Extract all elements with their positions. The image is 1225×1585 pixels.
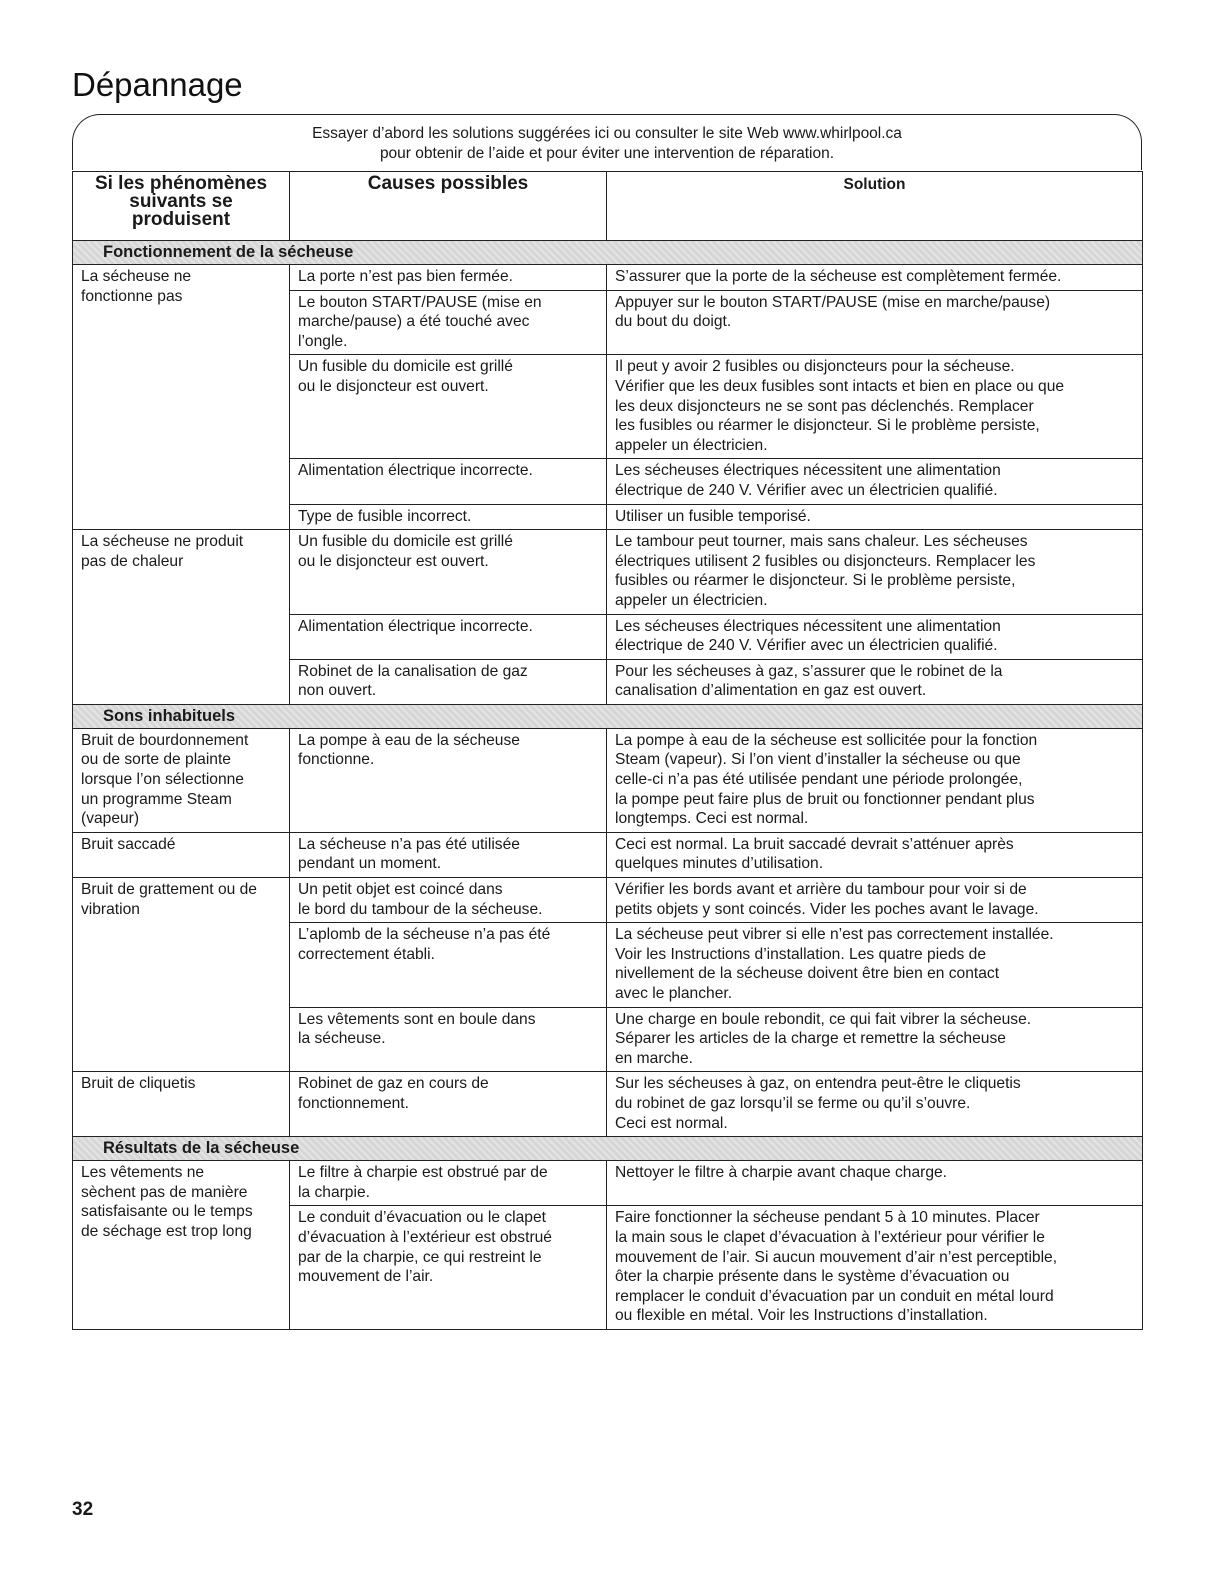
solution-cell: Nettoyer le filtre à charpie avant chaque charge. bbox=[607, 1161, 1143, 1206]
symptom-cell: Bruit de bourdonnement ou de sorte de plainte lorsque l’on sélectionne un programme Steam (vapeur) bbox=[73, 728, 290, 832]
cause-cell: Alimentation électrique incorrecte. bbox=[290, 614, 607, 659]
intro-text bbox=[72, 124, 1142, 164]
cause-cell: Un fusible du domicile est grillé ou le disjoncteur est ouvert. bbox=[290, 355, 607, 459]
cause-cell: Un fusible du domicile est grillé ou le disjoncteur est ouvert. bbox=[290, 530, 607, 614]
intro-line: pour obtenir de l’aide et pour éviter une intervention de réparation. bbox=[379, 145, 835, 162]
table-body bbox=[73, 241, 1143, 1330]
section-label: Résultats de la sécheuse bbox=[73, 1137, 1143, 1161]
section-header-row bbox=[73, 241, 1143, 265]
cause-cell: Un petit objet est coincé dans le bord du tambour de la sécheuse. bbox=[290, 878, 607, 923]
page-number: 32 bbox=[72, 1499, 94, 1520]
cause-cell: Robinet de la canalisation de gaz non ouvert. bbox=[290, 659, 607, 704]
symptom-cell: La sécheuse ne produit pas de chaleur bbox=[73, 530, 290, 705]
section-label: Fonctionnement de la sécheuse bbox=[73, 241, 1143, 265]
header-causes: Causes possibles bbox=[290, 172, 607, 241]
cause-cell: La porte n’est pas bien fermée. bbox=[290, 265, 607, 291]
symptom-cell: Bruit saccadé bbox=[73, 832, 290, 877]
troubleshooting-table bbox=[72, 171, 1143, 1330]
header-symptom: Si les phénomènes suivants se produisent bbox=[73, 172, 290, 241]
solution-cell: Ceci est normal. La bruit saccadé devrait s’atténuer après quelques minutes d’utilisation. bbox=[607, 832, 1143, 877]
cause-cell: Robinet de gaz en cours de fonctionnement. bbox=[290, 1072, 607, 1137]
solution-cell: Faire fonctionner la sécheuse pendant 5 à 10 minutes. Placer la main sous le clapet d’évacuation à l’extérieur pour vérifier le mouvement de l’air. Si aucun mouvement d’air n’est perceptible, ôter la charpie présente dans le système d’évacuation ou remplacer le conduit d’évacuation par un conduit en métal lourd ou flexible en métal. Voir les Instructions d’installation. bbox=[607, 1206, 1143, 1330]
solution-cell: Les sécheuses électriques nécessitent une alimentation électrique de 240 V. Vérifier avec un électricien qualifié. bbox=[607, 459, 1143, 504]
cause-cell: L’aplomb de la sécheuse n’a pas été correctement établi. bbox=[290, 923, 607, 1007]
solution-cell: Appuyer sur le bouton START/PAUSE (mise en marche/pause) du bout du doigt. bbox=[607, 290, 1143, 355]
section-label: Sons inhabituels bbox=[73, 704, 1143, 728]
table-header-row bbox=[73, 172, 1143, 241]
section-header-row bbox=[73, 704, 1143, 728]
intro-line: Essayer d’abord les solutions suggérées ici ou consulter le site Web www.whirlpool.ca bbox=[312, 125, 902, 142]
symptom-cell: La sécheuse ne fonctionne pas bbox=[73, 265, 290, 530]
symptom-cell: Bruit de grattement ou de vibration bbox=[73, 878, 290, 1072]
cause-cell: La sécheuse n’a pas été utilisée pendant un moment. bbox=[290, 832, 607, 877]
solution-cell: Sur les sécheuses à gaz, on entendra peut-être le cliquetis du robinet de gaz lorsqu’il se ferme ou qu’il s’ouvre. Ceci est normal. bbox=[607, 1072, 1143, 1137]
cause-cell: Alimentation électrique incorrecte. bbox=[290, 459, 607, 504]
cause-cell: La pompe à eau de la sécheuse fonctionne. bbox=[290, 728, 607, 832]
table-row bbox=[73, 878, 1143, 923]
solution-cell: Le tambour peut tourner, mais sans chaleur. Les sécheuses électriques utilisent 2 fusibles ou disjoncteurs. Remplacer les fusibles ou réarmer le disjoncteur. Si le problème persiste, appeler un électricien. bbox=[607, 530, 1143, 614]
solution-cell: Les sécheuses électriques nécessitent une alimentation électrique de 240 V. Vérifier avec un électricien qualifié. bbox=[607, 614, 1143, 659]
table-row bbox=[73, 728, 1143, 832]
header-solution: Solution bbox=[607, 172, 1143, 241]
symptom-cell: Les vêtements ne sèchent pas de manière satisfaisante ou le temps de séchage est trop long bbox=[73, 1161, 290, 1330]
solution-cell: Il peut y avoir 2 fusibles ou disjoncteurs pour la sécheuse. Vérifier que les deux fusibles sont intacts et bien en place ou que les deux disjoncteurs ne se sont pas déclenchés. Remplacer les fusibles ou réarmer le disjoncteur. Si le problème persiste, appeler un électricien. bbox=[607, 355, 1143, 459]
cause-cell: Type de fusible incorrect. bbox=[290, 504, 607, 530]
cause-cell: Le filtre à charpie est obstrué par de la charpie. bbox=[290, 1161, 607, 1206]
solution-cell: Vérifier les bords avant et arrière du tambour pour voir si de petits objets y sont coincés. Vider les poches avant le lavage. bbox=[607, 878, 1143, 923]
table-row bbox=[73, 265, 1143, 291]
cause-cell: Le bouton START/PAUSE (mise en marche/pause) a été touché avec l’ongle. bbox=[290, 290, 607, 355]
table-row bbox=[73, 530, 1143, 614]
solution-cell: S’assurer que la porte de la sécheuse est complètement fermée. bbox=[607, 265, 1143, 291]
solution-cell: La sécheuse peut vibrer si elle n’est pas correctement installée. Voir les Instructions d’installation. Les quatre pieds de nivellement de la sécheuse doivent être bien en contact avec le plancher. bbox=[607, 923, 1143, 1007]
cause-cell: Les vêtements sont en boule dans la sécheuse. bbox=[290, 1007, 607, 1072]
solution-cell: La pompe à eau de la sécheuse est sollicitée pour la fonction Steam (vapeur). Si l’on vient d’installer la sécheuse ou que celle-ci n’a pas été utilisée pendant une période prolongée, la pompe peut faire plus de bruit ou fonctionner pendant plus longtemps. Ceci est normal. bbox=[607, 728, 1143, 832]
solution-cell: Pour les sécheuses à gaz, s’assurer que le robinet de la canalisation d’alimentation en gaz est ouvert. bbox=[607, 659, 1143, 704]
table-row bbox=[73, 1072, 1143, 1137]
table-row bbox=[73, 1161, 1143, 1206]
section-header-row bbox=[73, 1137, 1143, 1161]
solution-cell: Utiliser un fusible temporisé. bbox=[607, 504, 1143, 530]
page-title: Dépannage bbox=[72, 66, 243, 103]
cause-cell: Le conduit d’évacuation ou le clapet d’évacuation à l’extérieur est obstrué par de la charpie, ce qui restreint le mouvement de l’air. bbox=[290, 1206, 607, 1330]
solution-cell: Une charge en boule rebondit, ce qui fait vibrer la sécheuse. Séparer les articles de la charge et remettre la sécheuse en marche. bbox=[607, 1007, 1143, 1072]
symptom-cell: Bruit de cliquetis bbox=[73, 1072, 290, 1137]
table-row bbox=[73, 832, 1143, 877]
